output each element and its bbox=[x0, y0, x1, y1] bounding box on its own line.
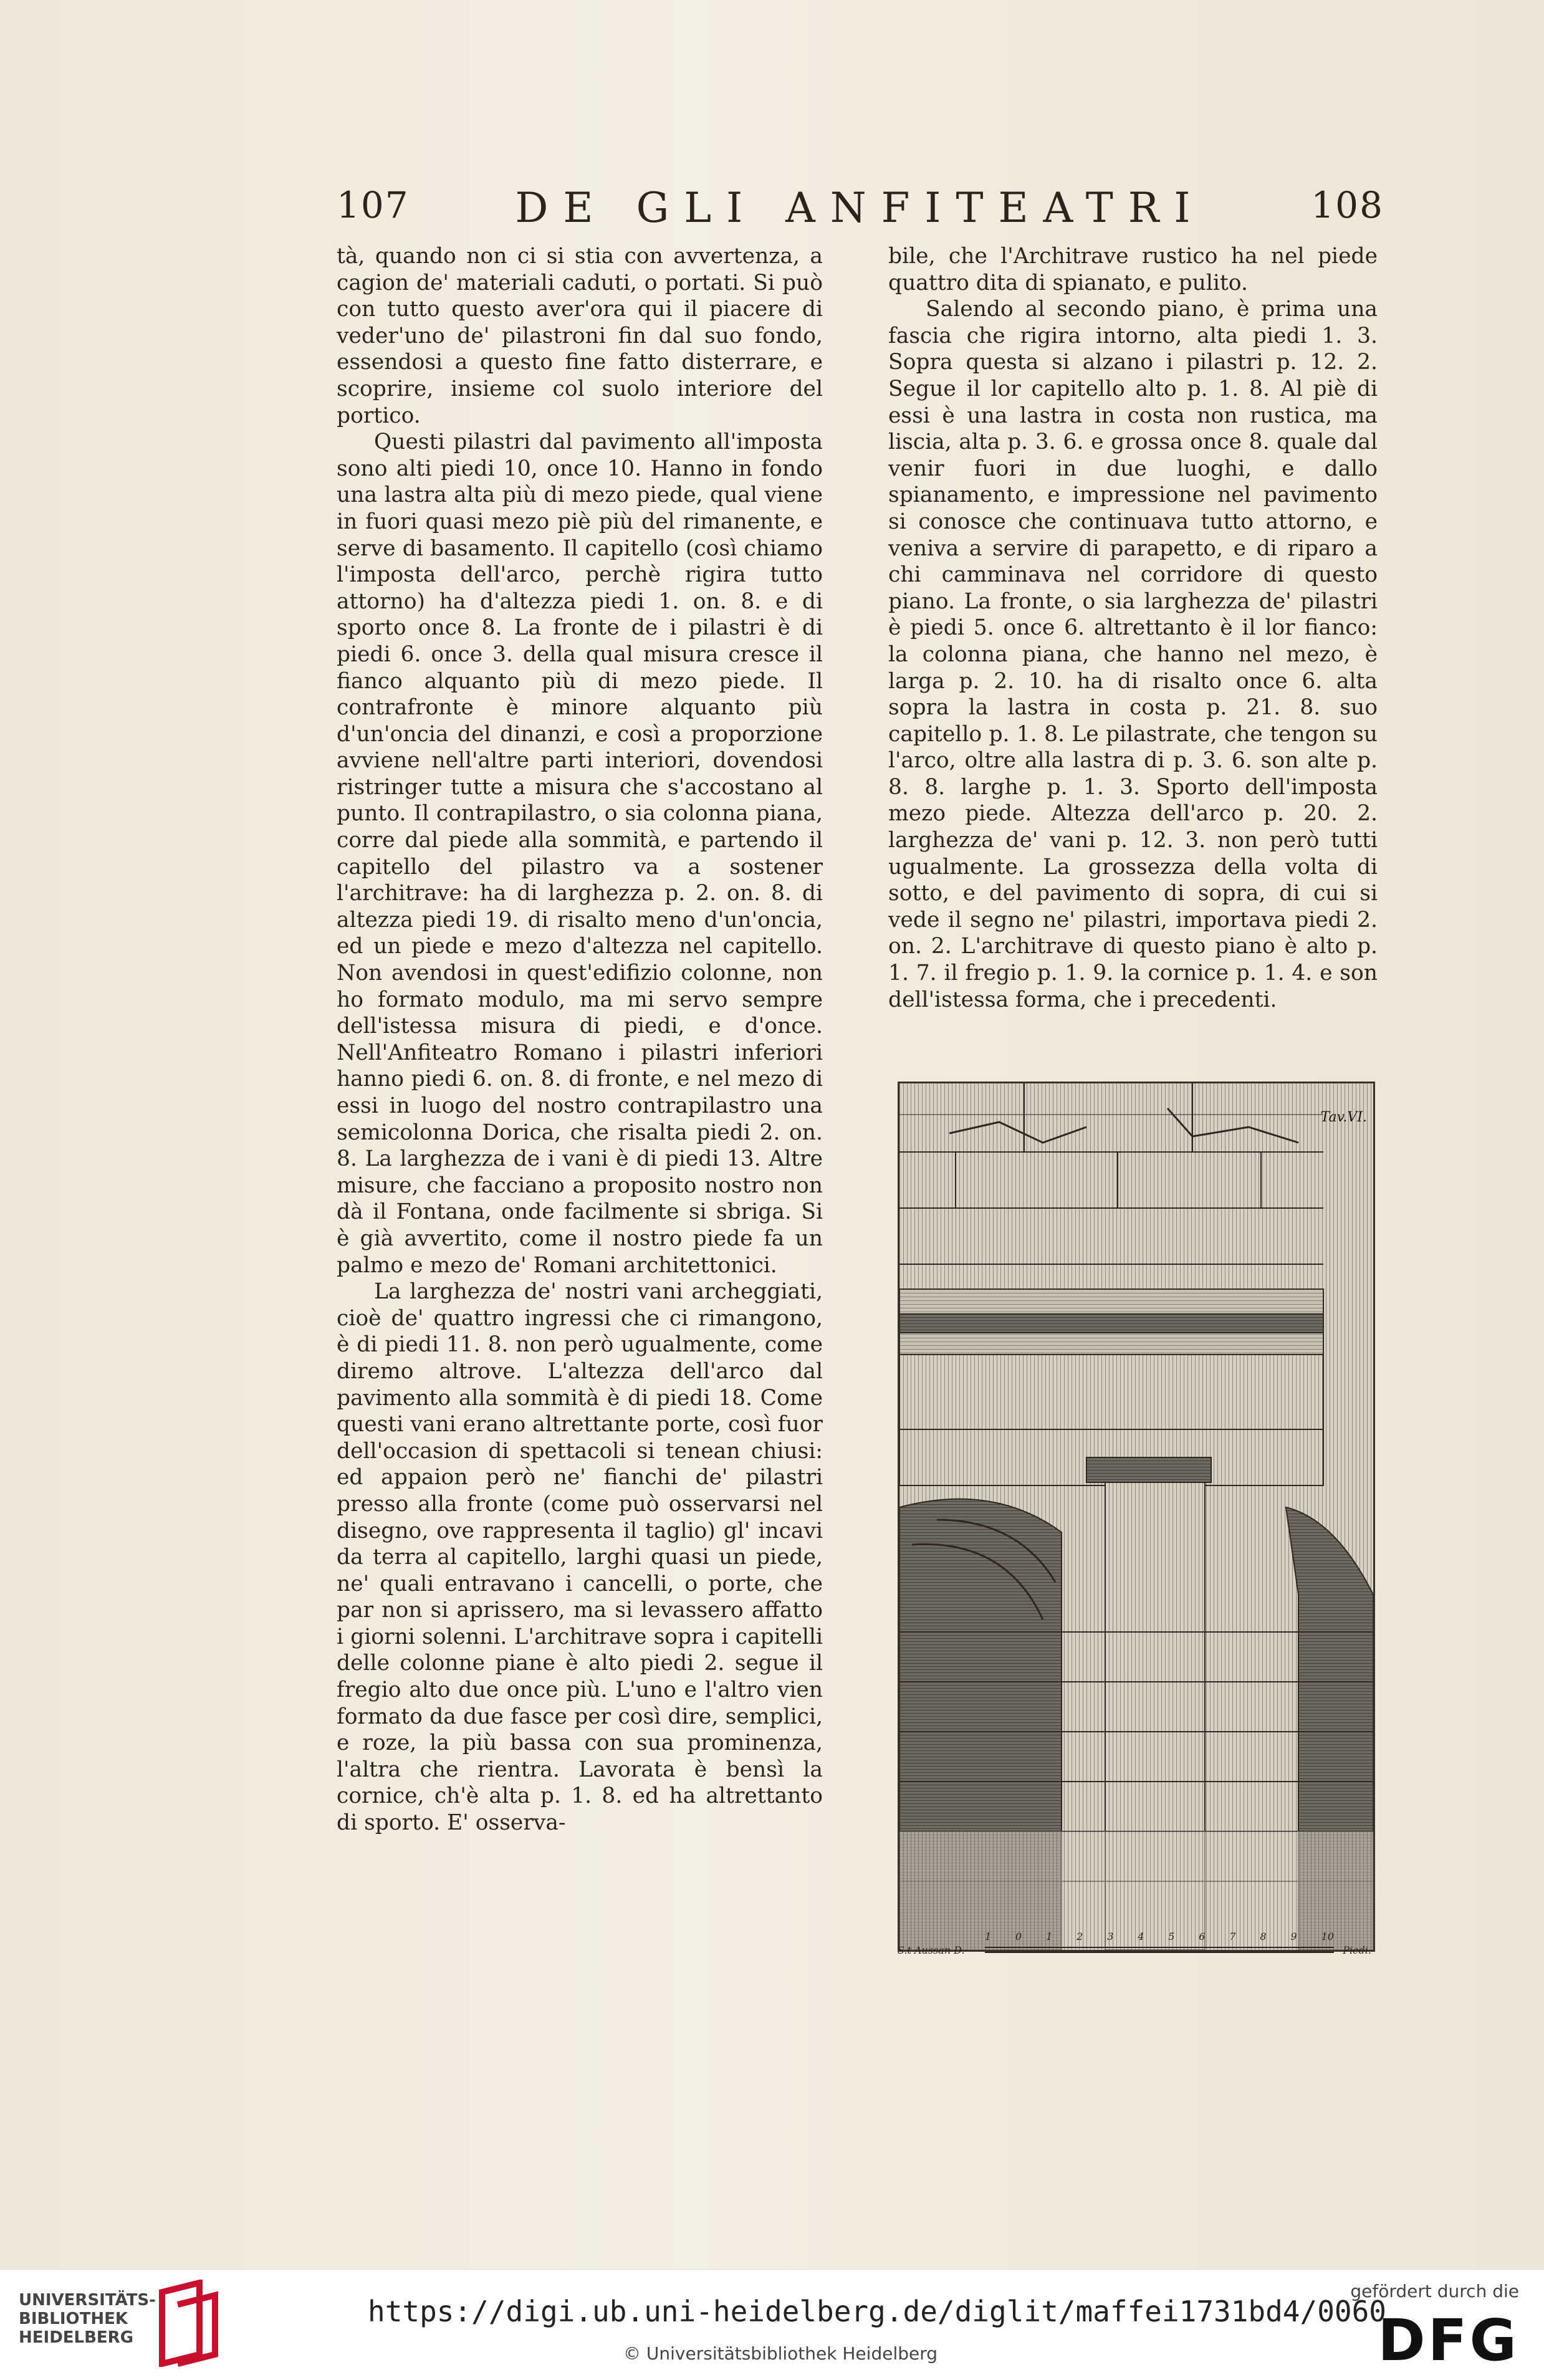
paragraph: bile, che l'Architrave rustico ha nel piede quattro dita di spianato, e pulito. bbox=[888, 244, 1378, 295]
scale-number: 7 bbox=[1229, 1931, 1236, 1942]
paragraph: La larghezza de' nostri vani archeggiati, cioè de' quattro ingressi che ci rimangono, è di piedi 11. 8. non però ugualmente, come diremo altrove. L'altezza dell'arco dal pavimento alla sommità è di piedi 18. Come questi vani erano altrettante porte, così fuor dell'occasion di spettacoli si tenean chiusi: ed appaion però ne' fianchi de' pilastri presso alla fronte (come può osservarsi nel disegno, ove rappresenta il taglio) gl' incavi da terra al capitello, larghi quasi un piede, ne' quali entravano i cancelli, o porte, che par non si aprissero, ma si levassero affatto i giorni solenni. L'architrave sopra i capitelli delle colonne piane è alto piedi 2. segue il fregio alto due once più. L'uno e l'altro vien formato da due fasce per così dire, semplici, e roze, la più bassa con sua prominenza, l'altra che rientra. Lavorata è bensì la cornice, ch'è alta p. 1. 8. ed ha altrettanto di sporto. E' osserva- bbox=[337, 1279, 823, 1836]
scale-number: 0 bbox=[1015, 1931, 1022, 1942]
dfg-logo[interactable]: DFG bbox=[1378, 2307, 1519, 2374]
scale-bar bbox=[985, 1947, 1334, 1953]
scale-bar-area bbox=[898, 1931, 1371, 1960]
scale-number: 1 bbox=[985, 1931, 992, 1942]
engraving-drawing bbox=[899, 1083, 1373, 1950]
funding-note: gefördert durch die bbox=[1350, 2281, 1519, 2301]
scale-number: 4 bbox=[1138, 1931, 1144, 1942]
left-page-number: 107 bbox=[337, 184, 410, 226]
copyright-text: © Universitätsbibliothek Heidelberg bbox=[623, 2343, 938, 2364]
scale-number: 2 bbox=[1076, 1931, 1083, 1942]
paragraph: Salendo al secondo piano, è prima una fascia che rigira intorno, alta piedi 1. 3. Sopra questa si alzano i pilastri p. 12. 2. Segue il lor capitello alto p. 1. 8. Al piè di essi è una lastra in costa non rustica, ma liscia, alta p. 3. 6. e grossa once 8. quale dal venir fuori in due luoghi, e dallo spianamento, e impressione nel pavimento si conosce che continuava tutto attorno, e veniva a servire di parapetto, e di riparo a chi camminava nel corridore di questo piano. La fronte, o sia larghezza de' pilastri è piedi 5. once 6. altrettanto è il lor fianco: la colonna piana, che hanno nel mezo, è larga p. 2. 10. ha di risalto once 6. alta sopra la lastra in costa p. 21. 8. suo capitello p. 1. 8. Le pilastrate, che tengon su l'arco, oltre alla lastra di p. 3. 6. son alte p. 8. 8. larghe p. 1. 3. Sporto dell'imposta mezo piede. Altezza dell'arco p. 20. 2. larghezza de' vani p. 12. 3. non però tutti ugualmente. La grossezza della volta di sotto, e del pavimento di sopra, di cui si vede il segno ne' pilastri, importava piedi 2. on. 2. L'architrave di questo piano è alto p. 1. 7. il fregio p. 1. 9. la cornice p. 1. 4. e son dell'istessa forma, che i precedenti. bbox=[888, 297, 1378, 1012]
scale-number: 3 bbox=[1107, 1931, 1114, 1942]
page-url-link[interactable]: https://digi.ub.uni-heidelberg.de/diglit/maffei1731bd4/0060 bbox=[368, 2295, 1386, 2328]
page-header bbox=[337, 184, 1384, 234]
scale-numbers bbox=[985, 1931, 1334, 1942]
left-text-column bbox=[337, 243, 823, 1836]
scale-number: 10 bbox=[1321, 1931, 1334, 1942]
right-text-column bbox=[888, 243, 1378, 1013]
library-logo-icon bbox=[156, 2280, 224, 2367]
plate-label: Tav.VI. bbox=[1320, 1110, 1367, 1125]
paragraph: tà, quando non ci si stia con avvertenza, a cagion de' materiali caduti, o portati. Si può con tutto questo aver'ora qui il piacere di veder'uno de' pilastroni fin dal suo fondo, essendosi a questo fine fatto disterrare, e scoprire, insieme col suolo interiore del portico. bbox=[337, 244, 823, 428]
right-page-number: 108 bbox=[1311, 184, 1384, 226]
running-title: DE GLI ANFITEATRI bbox=[515, 184, 1206, 232]
viewer-footer bbox=[0, 2269, 1544, 2380]
scale-number: 1 bbox=[1046, 1931, 1053, 1942]
architectural-engraving bbox=[898, 1082, 1375, 1952]
scale-number: 5 bbox=[1168, 1931, 1175, 1942]
scale-unit: Piedi. bbox=[1343, 1944, 1371, 1956]
scale-number: 6 bbox=[1199, 1931, 1206, 1942]
paragraph: Questi pilastri dal pavimento all'imposta sono alti piedi 10, once 10. Hanno in fondo una lastra alta più di mezo piede, qual viene in fuori quasi mezo piè più del rimanente, e serve di basamento. Il capitello (così chiamo l'imposta dell'arco, perchè rigira tutto attorno) ha d'altezza piedi 1. on. 8. e di sporto once 8. La fronte de i pilastri è di piedi 6. once 3. della qual misura cresce il fianco alquanto più di mezo piede. Il contrafronte è minore alquanto più d'un'oncia del dinanzi, e così a proporzione avviene nell'altre parti interiori, dovendosi ristringer tutte a misura che s'accostano al punto. Il contrapilastro, o sia colonna piana, corre dal piede alla sommità, e partendo il capitello del pilastro va a sostener l'architrave: ha di larghezza p. 2. on. 8. di altezza piedi 19. di risalto meno d'un'oncia, ed un piede e mezo d'altezza nel capitello. Non avendosi in quest'edifizio colonne, non ho formato modulo, ma mi servo sempre dell'istessa misura di piedi, e d'once. Nell'Anfiteatro Romano i pilastri inferiori hanno piedi 6. on. 8. di fronte, e nel mezo di essi in luogo del nostro contrapilastro una semicolonna Dorica, che risalta piedi 2. on. 8. La larghezza de i vani è di piedi 13. Altre misure, che facciano a proposito nostro non dà il Fontana, onde facilmente si sbriga. Si è già avvertito, come il nostro piede fa un palmo e mezo de' Romani architettonici. bbox=[337, 429, 823, 1278]
library-logo[interactable]: UNIVERSITÄTS- BIBLIOTHEK HEIDELBERG bbox=[19, 2291, 156, 2347]
scale-number: 8 bbox=[1260, 1931, 1267, 1942]
scale-number: 9 bbox=[1290, 1931, 1297, 1942]
engraver-credit: S.t Aussan D. bbox=[898, 1944, 965, 1956]
